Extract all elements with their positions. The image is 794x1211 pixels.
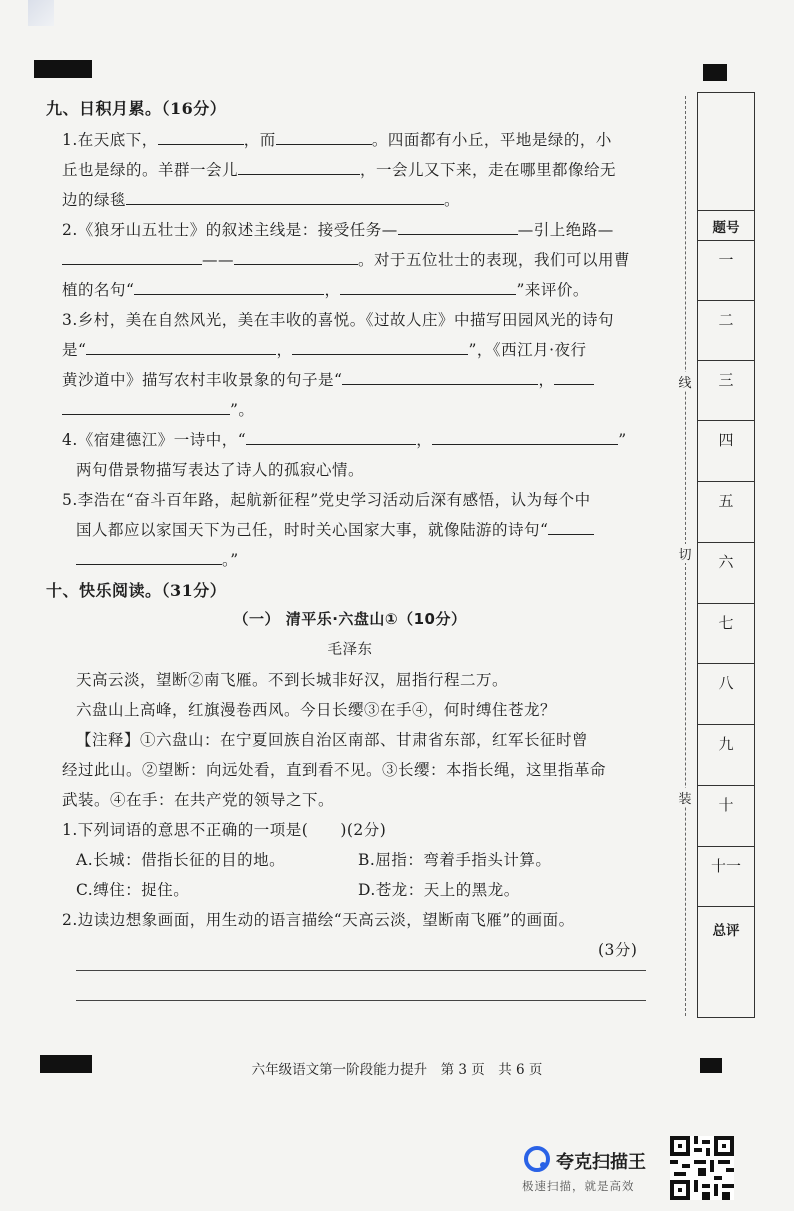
binding-label-bind: 装 — [677, 788, 693, 807]
answer-blank[interactable] — [158, 128, 244, 145]
score-row-9: 九 — [698, 725, 754, 786]
quark-logo-icon — [522, 1144, 552, 1174]
q9-2-line2 — [62, 248, 630, 270]
note-line-1: 【注释】①六盘山：在宁夏回族自治区南部、甘肃省东部，红军长征时曾 — [76, 731, 589, 749]
answer-blank[interactable] — [342, 368, 538, 385]
q9-5-text: 国人都应以家国天下为己任，时时关心国家大事，就像陆游的诗句“ — [76, 521, 549, 539]
answer-blank[interactable] — [76, 548, 222, 565]
answer-blank[interactable] — [234, 248, 358, 265]
answer-blank[interactable] — [432, 428, 618, 445]
poem-line-2: 六盘山上高峰，红旗漫卷西风。今日长缨③在手④，何时缚住苍龙？ — [76, 701, 557, 719]
q9-2-line1 — [62, 218, 614, 240]
q9-3-text: ， — [276, 341, 293, 359]
q9-3-line2 — [62, 338, 587, 360]
q9-1-text: ，一会儿又下来，走在哪里都像给无 — [360, 161, 617, 179]
q9-3-text: ”，《西江月·夜行 — [468, 341, 587, 359]
q9-3-line4 — [62, 398, 254, 420]
q9-4-line2: 两句借景物描写表达了诗人的孤寂心情。 — [76, 461, 365, 479]
q9-3-text: 是“ — [62, 341, 87, 359]
section-9-title: 九、日积月累。（16分） — [46, 99, 227, 118]
score-row-10: 十 — [698, 786, 754, 847]
score-table-top-blank — [698, 93, 754, 211]
q9-2-line3 — [62, 278, 589, 300]
score-row-1: 一 — [698, 241, 754, 301]
q9-1-line3 — [62, 188, 460, 210]
q9-2-text: 植的名句“ — [62, 281, 135, 299]
q9-2-text: — — [202, 251, 218, 269]
score-row-11: 十一 — [698, 847, 754, 907]
q9-5-line1: 5.李浩在“奋斗百年路，起航新征程”党史学习活动后深有感悟，认为每个中 — [62, 491, 591, 509]
q9-3-line1: 3.乡村，美在自然风光，美在丰收的喜悦。《过故人庄》中描写田园风光的诗句 — [62, 311, 615, 329]
binding-label-line: 线 — [677, 372, 693, 391]
poem-author: 毛泽东 — [327, 642, 373, 658]
q9-1-line1 — [62, 128, 612, 150]
q9-4-text: ” — [618, 431, 627, 449]
score-row-6: 六 — [698, 543, 754, 604]
qr-code-icon — [670, 1136, 734, 1200]
q9-2-text: ， — [324, 281, 341, 299]
q9-4-text: 4.《宿建德江》一诗中，“ — [62, 431, 247, 449]
page-footer: 六年级语文第一阶段能力提升 第 3 页 共 6 页 — [251, 1062, 543, 1078]
score-table — [697, 92, 755, 1018]
q9-3-line3 — [62, 368, 594, 390]
q9-2-text: 。对于五位壮士的表现，我们可以用曹 — [358, 251, 631, 269]
poem-line-1: 天高云淡，望断②南飞雁。不到长城非好汉，屈指行程二万。 — [76, 671, 509, 689]
answer-blank[interactable] — [292, 338, 468, 355]
scan-corner-smudge — [28, 0, 54, 26]
answer-blank[interactable] — [548, 518, 594, 535]
answer-blank[interactable] — [554, 368, 594, 385]
q10-2-score: (3分) — [598, 941, 638, 959]
q9-2-text: —引上绝路— — [517, 221, 614, 239]
score-row-5: 五 — [698, 482, 754, 543]
q9-1-text: 边的绿毯 — [62, 191, 127, 209]
registration-mark-top-left — [34, 60, 92, 78]
answer-blank[interactable] — [246, 428, 416, 445]
binding-label-cut: 切 — [677, 544, 693, 563]
score-table-header: 题号 — [698, 210, 754, 241]
q10-2-stem: 2.边读边想象画面，用生动的语言描绘“天高云淡，望断南飞雁”的画面。 — [62, 911, 575, 929]
mcq-stem: 1.下列词语的意思不正确的一项是( )(2分) — [62, 821, 387, 839]
q9-1-line2 — [62, 158, 616, 180]
poem-title: （一） 清平乐·六盘山①（10分） — [233, 610, 467, 628]
mcq-option-c[interactable]: C.缚住：捉住。 — [76, 881, 190, 899]
answer-blank[interactable] — [62, 398, 230, 415]
answer-blank[interactable] — [398, 218, 518, 235]
q9-3-text: ， — [538, 371, 555, 389]
mcq-option-b[interactable]: B.屈指：弯着手指头计算。 — [358, 851, 552, 869]
answer-blank[interactable] — [126, 188, 444, 205]
answer-writing-line-1[interactable] — [76, 970, 646, 971]
q9-4-text: ， — [416, 431, 433, 449]
q9-3-text: 黄沙道中》描写农村丰收景象的句子是“ — [62, 371, 343, 389]
q9-1-text: 。 — [444, 191, 461, 209]
watermark-slogan: 极速扫描，就是高效 — [522, 1179, 635, 1193]
q9-2-text: 2.《狼牙山五壮士》的叙述主线是：接受任务— — [62, 221, 398, 239]
q9-5-line3 — [76, 548, 239, 570]
registration-mark-top-right — [703, 64, 727, 81]
q9-1-text: 1.在天底下， — [62, 131, 158, 149]
answer-writing-line-2[interactable] — [76, 1000, 646, 1001]
answer-blank[interactable] — [238, 158, 360, 175]
note-line-2: 经过此山。②望断：向远处看，直到看不见。③长缨：本指长绳，这里指革命 — [62, 761, 607, 779]
answer-blank[interactable] — [86, 338, 276, 355]
mcq-option-a[interactable]: A.长城：借指长征的目的地。 — [76, 851, 286, 869]
score-row-3: 三 — [698, 361, 754, 421]
q9-1-text: 。四面都有小丘，平地是绿的，小 — [371, 131, 612, 149]
answer-blank[interactable] — [134, 278, 324, 295]
answer-blank[interactable] — [62, 248, 202, 265]
answer-blank[interactable] — [276, 128, 372, 145]
q9-2-text: — — [218, 251, 234, 269]
mcq-option-d[interactable]: D.苍龙：天上的黑龙。 — [358, 881, 520, 899]
score-total-row: 总评 — [712, 923, 740, 939]
q9-5-line2 — [76, 518, 594, 540]
score-row-8: 八 — [698, 664, 754, 725]
q9-4-line1 — [62, 428, 627, 450]
score-row-4: 四 — [698, 421, 754, 482]
answer-blank[interactable] — [340, 278, 516, 295]
section-10-title: 十、快乐阅读。（31分） — [46, 581, 227, 600]
note-line-3: 武装。④在手：在共产党的领导之下。 — [62, 791, 335, 809]
q9-5-text: 。” — [222, 551, 239, 569]
q9-3-text: ”。 — [230, 401, 255, 419]
q9-2-text: ”来评价。 — [516, 281, 589, 299]
q9-1-text: ，而 — [243, 131, 276, 149]
watermark-logo-text: 夸克扫描王 — [556, 1152, 646, 1173]
score-row-2: 二 — [698, 301, 754, 361]
q9-1-text: 丘也是绿的。羊群一会儿 — [62, 161, 239, 179]
score-row-7: 七 — [698, 604, 754, 664]
